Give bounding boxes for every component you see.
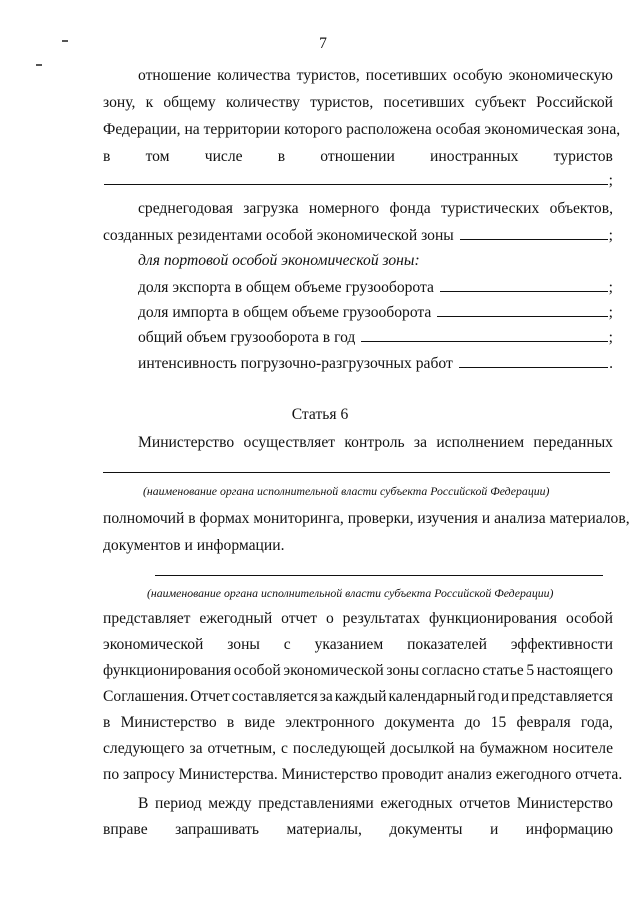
text-line: Федерации, на территории которого расположена особая экономическая зона, [103,121,621,138]
text-line [103,147,613,167]
field-label: созданных резидентами особой экономической зоны [103,227,454,244]
blank-field [104,170,608,185]
word: отчетов [459,795,511,812]
blank-field [155,575,603,576]
word: года, [580,714,613,731]
word: настоящего [536,662,613,679]
word: с [283,636,291,653]
blank-field-line [138,327,613,348]
word: Министерство [516,795,613,812]
word: ежегодных [380,795,453,812]
field-label: общий объем грузооборота в год [138,329,356,346]
word: экономической [103,636,204,653]
blank-field [460,225,608,240]
blank-field-line [103,170,613,191]
text-line [103,713,613,733]
word: объектов, [549,200,613,217]
word: статье [482,662,524,679]
text-line [103,93,613,113]
text-line [138,794,613,814]
word: досылкой [390,740,455,757]
text-line [103,820,613,840]
section-heading: для портовой особой экономической зоны: [138,252,420,269]
blank-field [459,353,608,368]
word: носителе [552,740,613,757]
word: документы [389,821,463,838]
text-line [103,739,613,759]
word: и [489,821,499,838]
text-line [103,661,613,681]
line-end: ; [608,304,613,321]
word: туристов [553,148,613,165]
word: запрашивать [175,821,260,838]
word: представляет [103,610,191,627]
blank-field-line [138,353,613,374]
word: посетивших [383,94,465,111]
word: представляется [511,688,613,705]
word: иностранных [430,148,519,165]
word: Российской [536,94,613,111]
word: Министерство [120,714,217,731]
word: документа [384,714,455,731]
article-title: Статья 6 [291,406,349,423]
scan-mark [36,64,42,66]
word: ежегодный [199,610,273,627]
word: туристов, [296,67,360,84]
word: в [103,714,111,731]
word: материалы, [286,821,362,838]
blank-field-line [103,225,613,246]
word: период [155,795,202,812]
text-line [138,433,613,453]
word: виде [244,714,276,731]
line-end: ; [608,227,613,244]
text-line [138,66,613,86]
word: том [145,148,170,165]
field-caption: (наименование органа исполнительной власти субъекта Российской Федерации) [143,484,550,498]
word: за [413,434,428,451]
word: календарный [388,688,476,705]
line-end: ; [608,329,613,346]
word: загрузка [243,200,299,217]
text-line: документов и информации. [103,537,285,554]
word: электронного [285,714,375,731]
word: представлениями [258,795,374,812]
word: указанием [314,636,384,653]
line-end: ; [608,279,613,296]
word: за [189,740,203,757]
text-line [103,635,613,655]
word: Соглашения. [103,688,189,705]
word: исполнением [436,434,525,451]
page-number: 7 [319,35,327,52]
word: переданных [533,434,613,451]
blank-field-line [138,302,613,323]
word: туристических [440,200,540,217]
word: Отчет [190,688,230,705]
line-end: . [609,355,613,372]
word: Министерство [138,434,235,451]
word: особой [233,662,281,679]
word: и [500,688,510,705]
blank-field [440,277,608,292]
word: год [477,688,499,705]
word: количества [217,67,291,84]
word: особой [565,610,613,627]
word: функционирования [103,662,232,679]
word: экономической [283,662,384,679]
word: эффективности [510,636,613,653]
line-end: ; [608,172,613,189]
word: номерного [308,200,380,217]
word: фонда [389,200,431,217]
word: показателей [407,636,487,653]
word: зоны [386,662,420,679]
blank-field [361,327,607,342]
word: февраля [516,714,571,731]
word: среднегодовая [138,200,233,217]
word: общему [163,94,216,111]
word: составляется [231,688,318,705]
word: 15 [490,714,507,731]
word: 5 [526,662,535,679]
word: к [145,94,154,111]
word: туристов, [310,94,374,111]
word: бумажном [479,740,548,757]
word: последующей [292,740,386,757]
word: особую [453,67,503,84]
word: контроль [344,434,405,451]
word: субъект [474,94,526,111]
word: на [459,740,475,757]
word: посетивших [365,67,447,84]
word: отношение [138,67,212,84]
word: функционирования [428,610,558,627]
word: в [103,148,111,165]
text-line [138,199,613,219]
word: зону, [103,94,136,111]
text-line [103,609,613,629]
blank-field [103,472,610,473]
field-label: доля экспорта в общем объеме грузооборота [138,279,434,296]
word: каждый [334,688,387,705]
text-line: по запросу Министерства. Министерство проводит анализ ежегодного отчета. [103,766,623,783]
word: вправе [103,821,148,838]
word: согласно [421,662,480,679]
word: экономическую [508,67,613,84]
text-line: полномочий в формах мониторинга, проверки, изучения и анализа материалов, [103,510,630,527]
word: отчетным, [207,740,277,757]
word: с [280,740,288,757]
word: осуществляет [243,434,336,451]
word: за [319,688,333,705]
field-label: доля импорта в общем объеме грузооборота [138,304,432,321]
word: следующего [103,740,185,757]
word: о [325,610,334,627]
text-line [103,687,613,707]
word: результатах [342,610,421,627]
word: между [208,795,252,812]
word: в [277,148,286,165]
field-caption: (наименование органа исполнительной власти субъекта Российской Федерации) [147,586,554,600]
word: в [226,714,235,731]
field-label: интенсивность погрузочно-разгрузочных работ [138,355,453,372]
word: В [138,795,149,812]
word: информацию [525,821,613,838]
word: до [464,714,481,731]
scan-mark [62,40,68,42]
word: количеству [225,94,300,111]
word: отношении [320,148,395,165]
word: зоны [227,636,260,653]
blank-field [437,302,607,317]
word: числе [204,148,243,165]
word: отчет [281,610,318,627]
blank-field-line [138,277,613,298]
